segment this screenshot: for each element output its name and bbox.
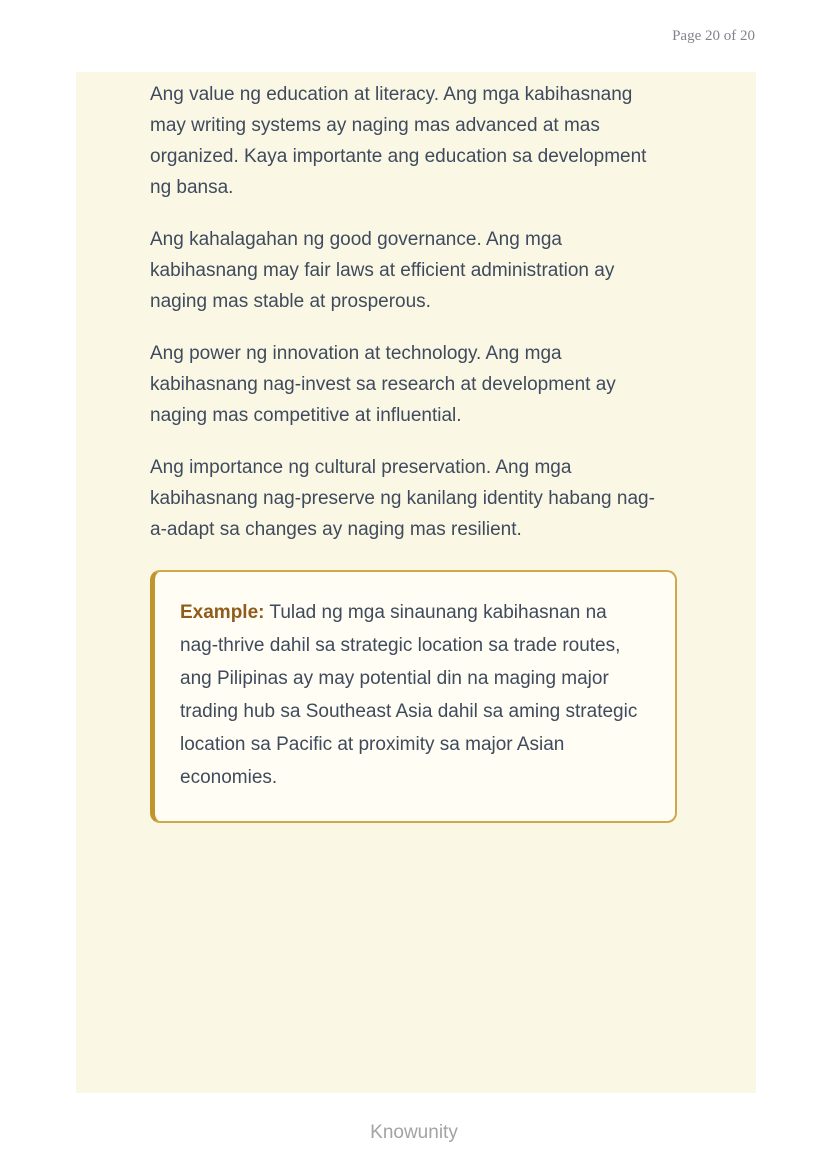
paragraph-education-literacy: Ang value ng education at literacy. Ang mga kabihasnang may writing systems ay naging mas advanced at mas organized. Kaya importante ang education sa development ng bansa. bbox=[150, 84, 647, 198]
paragraph-cultural-preservation: Ang importance ng cultural preservation. Ang mga kabihasnang nag-preserve ng kanilang identity habang nag-a-adapt sa changes ay naging mas resilient. bbox=[150, 457, 655, 540]
example-callout-text bbox=[180, 596, 647, 794]
knowunity-brand-footer: Knowunity bbox=[370, 1122, 458, 1143]
paragraph-good-governance: Ang kahalagahan ng good governance. Ang mga kabihasnang may fair laws at efficient administration ay naging mas stable at prosperous. bbox=[150, 229, 615, 312]
example-body-text: Tulad ng mga sinaunang kabihasnan na nag-thrive dahil sa strategic location sa trade routes, ang Pilipinas ay may potential din na maging major trading hub sa Southeast Asia dahil sa aming strategic location sa Pacific at proximity sa major Asian economies. bbox=[180, 602, 638, 788]
paragraph-innovation-technology: Ang power ng innovation at technology. Ang mga kabihasnang nag-invest sa research at development ay naging mas competitive at influential. bbox=[150, 343, 616, 426]
example-label: Example: bbox=[180, 602, 265, 623]
example-callout-box bbox=[150, 570, 677, 823]
document-content-area bbox=[76, 72, 756, 1093]
page-number-indicator: Page 20 of 20 bbox=[672, 28, 755, 44]
